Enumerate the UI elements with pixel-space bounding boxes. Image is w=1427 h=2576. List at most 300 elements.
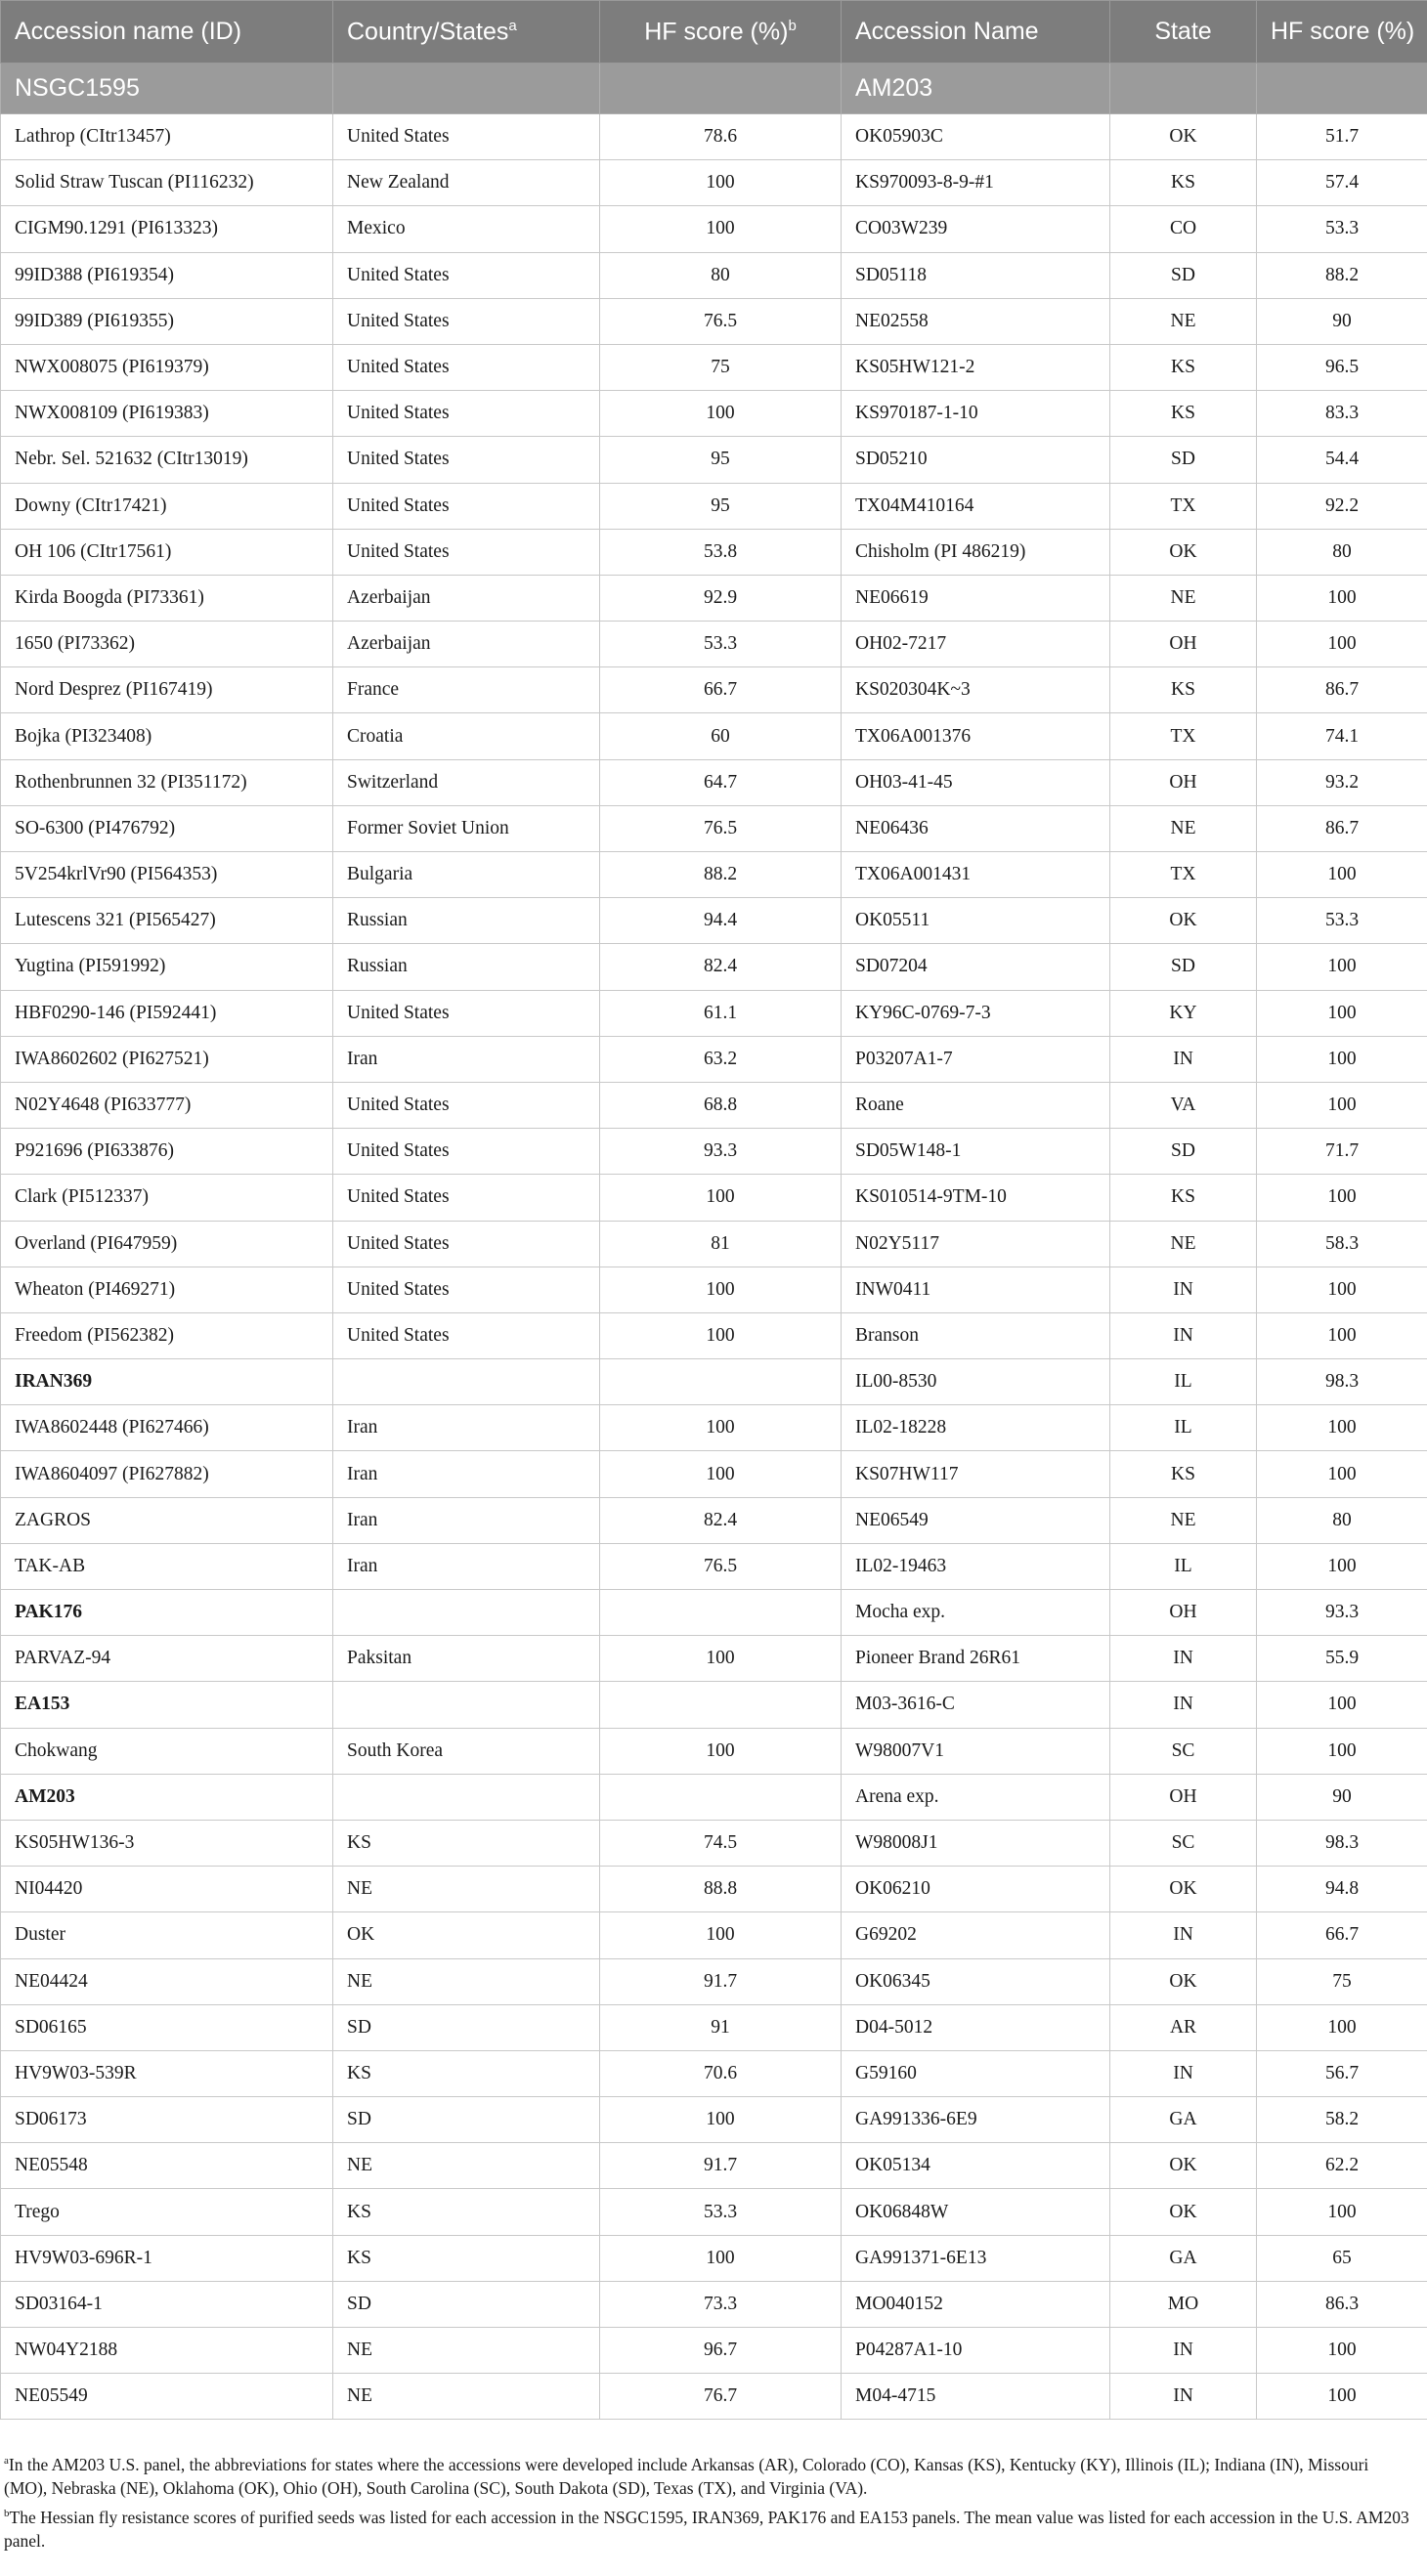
table-row — [1, 1497, 1427, 1543]
table-row — [1, 1221, 1427, 1267]
col-header-hf-score-left: HF score (%)$^b$ — [600, 1, 842, 64]
table-row — [1, 2281, 1427, 2327]
am203-hf-score-cell: 86.3 — [1257, 2281, 1427, 2327]
am203-hf-score-cell: 90 — [1257, 1774, 1427, 1820]
accession-name-cell: IRAN369 — [1, 1359, 333, 1405]
hf-score-cell: 82.4 — [600, 944, 842, 990]
accession-name-cell: IWA8604097 (PI627882) — [1, 1451, 333, 1497]
am203-hf-score-cell: 90 — [1257, 298, 1427, 344]
panel-subheader-row — [1, 64, 1427, 114]
country-state-cell: United States — [333, 483, 600, 529]
am203-state-cell: GA — [1110, 2235, 1257, 2281]
table-row — [1, 1820, 1427, 1866]
table-row — [1, 391, 1427, 437]
accession-name-cell: HV9W03-539R — [1, 2050, 333, 2096]
am203-hf-score-cell: 100 — [1257, 1728, 1427, 1774]
am203-state-cell: OK — [1110, 1867, 1257, 1912]
am203-state-cell: OK — [1110, 529, 1257, 575]
accession-name-cell: Yugtina (PI591992) — [1, 944, 333, 990]
table-row — [1, 1175, 1427, 1221]
am203-state-cell: IN — [1110, 1636, 1257, 1682]
hf-score-cell: 53.3 — [600, 622, 842, 667]
am203-hf-score-cell: 100 — [1257, 2189, 1427, 2235]
accession-name-cell: KS05HW136-3 — [1, 1820, 333, 1866]
table-row — [1, 344, 1427, 390]
accession-name-cell: TAK-AB — [1, 1543, 333, 1589]
am203-accession-name-cell: TX04M410164 — [842, 483, 1110, 529]
country-state-cell: Iran — [333, 1405, 600, 1451]
accession-name-cell: CIGM90.1291 (PI613323) — [1, 206, 333, 252]
am203-accession-name-cell: SD07204 — [842, 944, 1110, 990]
am203-state-cell: OK — [1110, 1958, 1257, 2004]
hf-score-cell: 100 — [600, 160, 842, 206]
hf-score-cell: 64.7 — [600, 759, 842, 805]
am203-hf-score-cell: 100 — [1257, 1036, 1427, 1082]
country-state-cell: New Zealand — [333, 160, 600, 206]
am203-state-cell: SD — [1110, 1129, 1257, 1175]
am203-accession-name-cell: P03207A1-7 — [842, 1036, 1110, 1082]
accession-name-cell: HBF0290-146 (PI592441) — [1, 990, 333, 1036]
hf-score-cell: 100 — [600, 1451, 842, 1497]
am203-accession-name-cell: Mocha exp. — [842, 1590, 1110, 1636]
accession-name-cell: IWA8602448 (PI627466) — [1, 1405, 333, 1451]
table-row — [1, 2004, 1427, 2050]
am203-hf-score-cell: 100 — [1257, 1451, 1427, 1497]
am203-hf-score-cell: 100 — [1257, 1682, 1427, 1728]
table-row — [1, 852, 1427, 898]
accession-name-cell: SD06165 — [1, 2004, 333, 2050]
am203-hf-score-cell: 100 — [1257, 2004, 1427, 2050]
table-row — [1, 1129, 1427, 1175]
country-state-cell: United States — [333, 437, 600, 483]
country-state-cell: Azerbaijan — [333, 575, 600, 621]
am203-accession-name-cell: SD05118 — [842, 252, 1110, 298]
am203-state-cell: IN — [1110, 1036, 1257, 1082]
country-state-cell — [333, 1774, 600, 1820]
accession-name-cell: Clark (PI512337) — [1, 1175, 333, 1221]
am203-state-cell: GA — [1110, 2097, 1257, 2143]
am203-accession-name-cell: OK06345 — [842, 1958, 1110, 2004]
am203-state-cell: SD — [1110, 944, 1257, 990]
table-row — [1, 1082, 1427, 1128]
am203-hf-score-cell: 71.7 — [1257, 1129, 1427, 1175]
am203-state-cell: OH — [1110, 1590, 1257, 1636]
accession-name-cell: OH 106 (CItr17561) — [1, 529, 333, 575]
country-state-cell: Paksitan — [333, 1636, 600, 1682]
am203-accession-name-cell: KS970093-8-9-#1 — [842, 160, 1110, 206]
am203-accession-name-cell: Arena exp. — [842, 1774, 1110, 1820]
accession-name-cell: Nebr. Sel. 521632 (CItr13019) — [1, 437, 333, 483]
am203-state-cell: NE — [1110, 1497, 1257, 1543]
hf-score-cell: 80 — [600, 252, 842, 298]
accession-name-cell: Downy (CItr17421) — [1, 483, 333, 529]
am203-hf-score-cell: 98.3 — [1257, 1820, 1427, 1866]
table-row — [1, 1912, 1427, 1958]
hf-score-cell: 74.5 — [600, 1820, 842, 1866]
am203-state-cell: CO — [1110, 206, 1257, 252]
am203-accession-name-cell: IL02-19463 — [842, 1543, 1110, 1589]
hf-score-cell — [600, 1682, 842, 1728]
hf-score-cell: 100 — [600, 1175, 842, 1221]
table-row — [1, 1359, 1427, 1405]
am203-accession-name-cell: OK05903C — [842, 114, 1110, 160]
hf-score-cell: 53.3 — [600, 2189, 842, 2235]
am203-hf-score-cell: 100 — [1257, 575, 1427, 621]
hf-score-cell: 94.4 — [600, 898, 842, 944]
country-state-cell: United States — [333, 298, 600, 344]
am203-hf-score-cell: 53.3 — [1257, 898, 1427, 944]
accession-name-cell: 99ID389 (PI619355) — [1, 298, 333, 344]
am203-hf-score-cell: 51.7 — [1257, 114, 1427, 160]
hf-score-cell — [600, 1359, 842, 1405]
am203-hf-score-cell: 83.3 — [1257, 391, 1427, 437]
accession-name-cell: Nord Desprez (PI167419) — [1, 667, 333, 713]
accession-name-cell: Overland (PI647959) — [1, 1221, 333, 1267]
accession-name-cell: SD06173 — [1, 2097, 333, 2143]
am203-hf-score-cell: 54.4 — [1257, 437, 1427, 483]
country-state-cell: NE — [333, 2328, 600, 2374]
am203-state-cell: SD — [1110, 437, 1257, 483]
table-row — [1, 160, 1427, 206]
am203-accession-name-cell: NE06549 — [842, 1497, 1110, 1543]
empty-cell — [1257, 64, 1427, 114]
accession-name-cell: Solid Straw Tuscan (PI116232) — [1, 160, 333, 206]
empty-cell — [333, 64, 600, 114]
hf-score-cell: 100 — [600, 1912, 842, 1958]
country-state-cell: United States — [333, 990, 600, 1036]
am203-hf-score-cell: 93.2 — [1257, 759, 1427, 805]
am203-hf-score-cell: 100 — [1257, 1312, 1427, 1358]
country-state-cell: Russian — [333, 898, 600, 944]
am203-accession-name-cell: M03-3616-C — [842, 1682, 1110, 1728]
am203-hf-score-cell: 93.3 — [1257, 1590, 1427, 1636]
hf-score-cell: 73.3 — [600, 2281, 842, 2327]
accession-name-cell: Chokwang — [1, 1728, 333, 1774]
am203-hf-score-cell: 100 — [1257, 1405, 1427, 1451]
country-state-cell: Croatia — [333, 713, 600, 759]
am203-accession-name-cell: TX06A001376 — [842, 713, 1110, 759]
hf-score-cell: 88.2 — [600, 852, 842, 898]
hf-score-cell: 70.6 — [600, 2050, 842, 2096]
country-state-cell: United States — [333, 391, 600, 437]
am203-accession-name-cell: OH03-41-45 — [842, 759, 1110, 805]
am203-state-cell: OK — [1110, 2189, 1257, 2235]
am203-hf-score-cell: 57.4 — [1257, 160, 1427, 206]
country-state-cell: KS — [333, 2050, 600, 2096]
hf-score-cell: 95 — [600, 483, 842, 529]
col-header-country-states: Country/States$^a$ — [333, 1, 600, 64]
am203-hf-score-cell: 58.3 — [1257, 1221, 1427, 1267]
country-state-cell: Iran — [333, 1451, 600, 1497]
hf-score-cell: 78.6 — [600, 114, 842, 160]
table-row — [1, 1451, 1427, 1497]
country-state-cell: United States — [333, 114, 600, 160]
table-row — [1, 2050, 1427, 2096]
am203-state-cell: IN — [1110, 1912, 1257, 1958]
am203-accession-name-cell: NE02558 — [842, 298, 1110, 344]
country-state-cell: NE — [333, 2374, 600, 2420]
country-state-cell: Iran — [333, 1036, 600, 1082]
am203-accession-name-cell: Chisholm (PI 486219) — [842, 529, 1110, 575]
hf-score-cell: 68.8 — [600, 1082, 842, 1128]
country-state-cell: United States — [333, 1267, 600, 1312]
am203-state-cell: KS — [1110, 391, 1257, 437]
am203-state-cell: SC — [1110, 1728, 1257, 1774]
country-state-cell: Mexico — [333, 206, 600, 252]
am203-accession-name-cell: W98007V1 — [842, 1728, 1110, 1774]
am203-accession-name-cell: TX06A001431 — [842, 852, 1110, 898]
am203-hf-score-cell: 88.2 — [1257, 252, 1427, 298]
col-header-accession-name-id: Accession name (ID) — [1, 1, 333, 64]
am203-state-cell: VA — [1110, 1082, 1257, 1128]
panel-label-am203: AM203 — [842, 64, 1110, 114]
am203-accession-name-cell: NE06436 — [842, 805, 1110, 851]
hf-score-cell: 100 — [600, 2097, 842, 2143]
am203-state-cell: TX — [1110, 483, 1257, 529]
table-row — [1, 1405, 1427, 1451]
table-footnotes — [4, 2449, 1411, 2555]
am203-state-cell: KS — [1110, 160, 1257, 206]
table-row — [1, 1267, 1427, 1312]
hf-score-cell: 100 — [600, 1312, 842, 1358]
am203-accession-name-cell: GA991371-6E13 — [842, 2235, 1110, 2281]
am203-state-cell: NE — [1110, 1221, 1257, 1267]
am203-accession-name-cell: OH02-7217 — [842, 622, 1110, 667]
accession-name-cell: SO-6300 (PI476792) — [1, 805, 333, 851]
am203-accession-name-cell: G69202 — [842, 1912, 1110, 1958]
am203-hf-score-cell: 100 — [1257, 1175, 1427, 1221]
country-state-cell: Russian — [333, 944, 600, 990]
am203-hf-score-cell: 100 — [1257, 2328, 1427, 2374]
empty-cell — [1110, 64, 1257, 114]
accession-name-cell: Duster — [1, 1912, 333, 1958]
table-row — [1, 206, 1427, 252]
am203-state-cell: TX — [1110, 852, 1257, 898]
hf-score-cell: 61.1 — [600, 990, 842, 1036]
hf-score-cell: 91 — [600, 2004, 842, 2050]
am203-state-cell: IN — [1110, 1312, 1257, 1358]
am203-state-cell: IL — [1110, 1359, 1257, 1405]
accession-name-cell: 99ID388 (PI619354) — [1, 252, 333, 298]
hf-score-cell: 96.7 — [600, 2328, 842, 2374]
accession-name-cell: N02Y4648 (PI633777) — [1, 1082, 333, 1128]
hf-score-cell: 82.4 — [600, 1497, 842, 1543]
am203-accession-name-cell: D04-5012 — [842, 2004, 1110, 2050]
table-row — [1, 713, 1427, 759]
hf-score-cell — [600, 1590, 842, 1636]
am203-state-cell: IN — [1110, 2050, 1257, 2096]
country-state-cell: Azerbaijan — [333, 622, 600, 667]
country-state-cell: United States — [333, 1082, 600, 1128]
am203-accession-name-cell: KS07HW117 — [842, 1451, 1110, 1497]
am203-state-cell: IL — [1110, 1543, 1257, 1589]
am203-hf-score-cell: 80 — [1257, 1497, 1427, 1543]
accession-name-cell: 1650 (PI73362) — [1, 622, 333, 667]
am203-state-cell: KS — [1110, 1175, 1257, 1221]
am203-hf-score-cell: 62.2 — [1257, 2143, 1427, 2189]
table-row — [1, 1867, 1427, 1912]
accession-name-cell: Lutescens 321 (PI565427) — [1, 898, 333, 944]
am203-state-cell: OK — [1110, 2143, 1257, 2189]
hf-score-cell: 76.5 — [600, 1543, 842, 1589]
am203-accession-name-cell: INW0411 — [842, 1267, 1110, 1312]
am203-hf-score-cell: 100 — [1257, 1082, 1427, 1128]
footnote-mark-b: b — [788, 17, 797, 34]
accession-name-cell: NE04424 — [1, 1958, 333, 2004]
table-row — [1, 944, 1427, 990]
table-row — [1, 252, 1427, 298]
am203-accession-name-cell: IL02-18228 — [842, 1405, 1110, 1451]
hf-score-cell: 91.7 — [600, 1958, 842, 2004]
am203-accession-name-cell: KS010514-9TM-10 — [842, 1175, 1110, 1221]
country-state-cell: SD — [333, 2097, 600, 2143]
table-row — [1, 990, 1427, 1036]
accession-name-cell: Bojka (PI323408) — [1, 713, 333, 759]
table-row — [1, 622, 1427, 667]
hf-score-cell: 66.7 — [600, 667, 842, 713]
country-state-cell: Bulgaria — [333, 852, 600, 898]
country-state-cell: United States — [333, 1175, 600, 1221]
accession-name-cell: IWA8602602 (PI627521) — [1, 1036, 333, 1082]
country-state-cell: KS — [333, 2189, 600, 2235]
am203-accession-name-cell: KS020304K~3 — [842, 667, 1110, 713]
country-state-cell: KS — [333, 1820, 600, 1866]
am203-state-cell: KS — [1110, 667, 1257, 713]
am203-accession-name-cell: KS970187-1-10 — [842, 391, 1110, 437]
am203-hf-score-cell: 66.7 — [1257, 1912, 1427, 1958]
table-row — [1, 1682, 1427, 1728]
panel-label-nsgc1595: NSGC1595 — [1, 64, 333, 114]
col-header-accession-name-right: Accession Name — [842, 1, 1110, 64]
accession-name-cell: AM203 — [1, 1774, 333, 1820]
am203-accession-name-cell: G59160 — [842, 2050, 1110, 2096]
country-state-cell: South Korea — [333, 1728, 600, 1774]
country-state-cell: France — [333, 667, 600, 713]
am203-state-cell: NE — [1110, 575, 1257, 621]
am203-accession-name-cell: Pioneer Brand 26R61 — [842, 1636, 1110, 1682]
am203-state-cell: MO — [1110, 2281, 1257, 2327]
table-row — [1, 2235, 1427, 2281]
country-state-cell — [333, 1359, 600, 1405]
accession-name-cell: PAK176 — [1, 1590, 333, 1636]
am203-accession-name-cell: N02Y5117 — [842, 1221, 1110, 1267]
am203-accession-name-cell: W98008J1 — [842, 1820, 1110, 1866]
accession-name-cell: HV9W03-696R-1 — [1, 2235, 333, 2281]
am203-state-cell: OK — [1110, 114, 1257, 160]
accession-name-cell: PARVAZ-94 — [1, 1636, 333, 1682]
am203-state-cell: IN — [1110, 1267, 1257, 1312]
am203-hf-score-cell: 75 — [1257, 1958, 1427, 2004]
country-state-cell: SD — [333, 2281, 600, 2327]
am203-accession-name-cell: NE06619 — [842, 575, 1110, 621]
hf-score-cell: 100 — [600, 1636, 842, 1682]
am203-hf-score-cell: 56.7 — [1257, 2050, 1427, 2096]
table-row — [1, 805, 1427, 851]
col-header-state: State — [1110, 1, 1257, 64]
hf-score-cell: 76.5 — [600, 298, 842, 344]
hf-score-cell: 91.7 — [600, 2143, 842, 2189]
accession-name-cell: Kirda Boogda (PI73361) — [1, 575, 333, 621]
hf-score-cell: 100 — [600, 2235, 842, 2281]
hf-score-cell: 100 — [600, 206, 842, 252]
am203-hf-score-cell: 74.1 — [1257, 713, 1427, 759]
am203-hf-score-cell: 100 — [1257, 990, 1427, 1036]
am203-state-cell: IN — [1110, 2328, 1257, 2374]
am203-accession-name-cell: OK05511 — [842, 898, 1110, 944]
am203-state-cell: OK — [1110, 898, 1257, 944]
am203-accession-name-cell: MO040152 — [842, 2281, 1110, 2327]
country-state-cell: United States — [333, 1312, 600, 1358]
country-state-cell: Iran — [333, 1543, 600, 1589]
accession-name-cell: SD03164-1 — [1, 2281, 333, 2327]
am203-accession-name-cell: KS05HW121-2 — [842, 344, 1110, 390]
am203-state-cell: AR — [1110, 2004, 1257, 2050]
accession-name-cell: 5V254krlVr90 (PI564353) — [1, 852, 333, 898]
country-state-cell: United States — [333, 1129, 600, 1175]
footnote-a: $^a$In the AM203 U.S. panel, the abbreviations for states where the accessions were developed include Arkansas (AR), Colorado (CO), Kansas (KS), Kentucky (KY), Illinois (IL); Indiana (IN), Missouri (MO), Nebraska (NE), Oklahoma (OK), Ohio (OH), South Carolina (SC), South Dakota (SD), Texas (TX), and Virginia (VA). — [4, 2454, 1369, 2498]
am203-state-cell: KS — [1110, 1451, 1257, 1497]
country-state-cell: SD — [333, 2004, 600, 2050]
am203-state-cell: IN — [1110, 2374, 1257, 2420]
am203-hf-score-cell: 100 — [1257, 1543, 1427, 1589]
am203-accession-name-cell: IL00-8530 — [842, 1359, 1110, 1405]
hf-score-cell: 63.2 — [600, 1036, 842, 1082]
hf-score-cell: 100 — [600, 391, 842, 437]
am203-hf-score-cell: 100 — [1257, 622, 1427, 667]
am203-hf-score-cell: 53.3 — [1257, 206, 1427, 252]
accession-name-cell: NE05549 — [1, 2374, 333, 2420]
am203-accession-name-cell: KY96C-0769-7-3 — [842, 990, 1110, 1036]
am203-accession-name-cell: OK06848W — [842, 2189, 1110, 2235]
country-state-cell: United States — [333, 252, 600, 298]
country-state-cell: United States — [333, 529, 600, 575]
empty-cell — [600, 64, 842, 114]
table-row — [1, 437, 1427, 483]
am203-hf-score-cell: 98.3 — [1257, 1359, 1427, 1405]
table-row — [1, 575, 1427, 621]
am203-hf-score-cell: 100 — [1257, 1267, 1427, 1312]
accession-name-cell: NE05548 — [1, 2143, 333, 2189]
am203-hf-score-cell: 58.2 — [1257, 2097, 1427, 2143]
table-row — [1, 2328, 1427, 2374]
hf-score-cell: 100 — [600, 1267, 842, 1312]
table-row — [1, 2374, 1427, 2420]
accession-name-cell: P921696 (PI633876) — [1, 1129, 333, 1175]
am203-hf-score-cell: 92.2 — [1257, 483, 1427, 529]
am203-accession-name-cell: GA991336-6E9 — [842, 2097, 1110, 2143]
hf-score-cell: 93.3 — [600, 1129, 842, 1175]
accession-name-cell: Wheaton (PI469271) — [1, 1267, 333, 1312]
am203-accession-name-cell: Branson — [842, 1312, 1110, 1358]
footnote-b: $^b$The Hessian fly resistance scores of purified seeds was listed for each accession in the NSGC1595, IRAN369, PAK176 and EA153 panels. The mean value was listed for each accession in the U.S. AM203 panel. — [4, 2507, 1409, 2551]
am203-state-cell: OH — [1110, 759, 1257, 805]
country-state-cell: NE — [333, 1958, 600, 2004]
hf-score-cell: 60 — [600, 713, 842, 759]
am203-hf-score-cell: 86.7 — [1257, 805, 1427, 851]
hf-score-cell: 92.9 — [600, 575, 842, 621]
table-row — [1, 667, 1427, 713]
am203-accession-name-cell: SD05W148-1 — [842, 1129, 1110, 1175]
am203-accession-name-cell: Roane — [842, 1082, 1110, 1128]
country-state-cell: Iran — [333, 1497, 600, 1543]
country-state-cell: United States — [333, 1221, 600, 1267]
hf-score-cell: 81 — [600, 1221, 842, 1267]
am203-hf-score-cell: 86.7 — [1257, 667, 1427, 713]
am203-hf-score-cell: 100 — [1257, 2374, 1427, 2420]
am203-hf-score-cell: 80 — [1257, 529, 1427, 575]
accession-name-cell: Freedom (PI562382) — [1, 1312, 333, 1358]
am203-state-cell: IN — [1110, 1682, 1257, 1728]
